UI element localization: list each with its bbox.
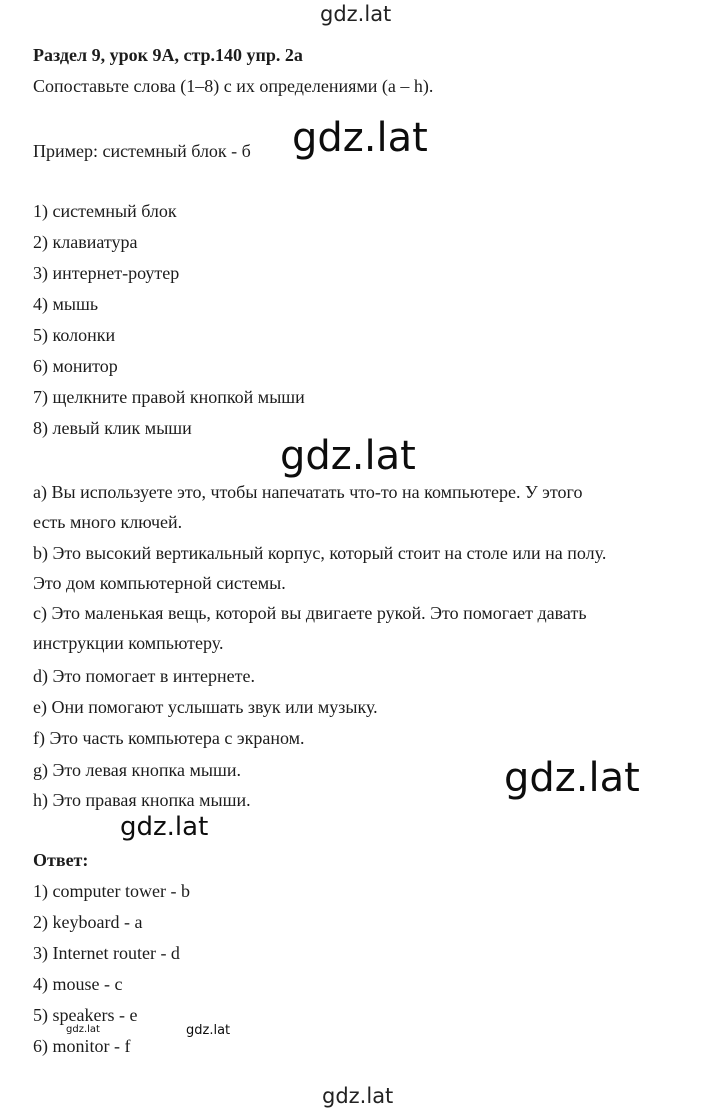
word-item: 6) монитор [33,356,118,376]
word-item: 3) интернет-роутер [33,263,180,283]
answer-item: 1) computer tower - b [33,881,190,901]
instruction-text: Сопоставьте слова (1–8) с их определениями (а – h). [33,76,434,96]
watermark-large: gdz.lat [290,118,434,158]
watermark-bottom: gdz.lat [322,1084,394,1108]
watermark-top: gdz.lat [320,2,392,26]
definition-line: c) Это маленькая вещь, которой вы двигаете рукой. Это помогает давать [33,603,587,623]
word-item: 4) мышь [33,294,99,314]
definition-line: a) Вы используете это, чтобы напечатать что-то на компьютере. У этого [33,482,583,502]
page-title: Раздел 9, урок 9А, стр.140 упр. 2а [33,45,303,65]
word-item: 7) щелкните правой кнопкой мыши [33,387,305,407]
definition-line: d) Это помогает в интернете. [33,666,256,686]
definition-line: Это дом компьютерной системы. [33,573,286,593]
word-item: 8) левый клик мыши [33,418,192,438]
word-item: 1) системный блок [33,201,177,221]
definition-line: h) Это правая кнопка мыши. [33,790,251,810]
watermark-small: gdz.lat [186,1023,231,1038]
answer-heading: Ответ: [33,850,89,870]
answer-item: 4) mouse - c [33,974,123,994]
definition-line: g) Это левая кнопка мыши. [33,760,241,780]
answer-item: 5) speakers - e [33,1005,138,1025]
word-item: 2) клавиатура [33,232,138,252]
definition-line: b) Это высокий вертикальный корпус, который стоит на столе или на полу. [33,543,607,563]
watermark-large: gdz.lat [498,758,646,798]
word-item: 5) колонки [33,325,116,345]
example-text: Пример: системный блок - б [33,141,251,161]
definition-line: есть много ключей. [33,512,183,532]
definition-line: инструкции компьютеру. [33,633,224,653]
answer-item: 2) keyboard - a [33,912,143,932]
watermark-large: gdz.lat [280,433,416,479]
watermark-small: gdz.lat [66,1024,100,1035]
answer-item: 3) Internet router - d [33,943,180,963]
definition-line: f) Это часть компьютера с экраном. [33,728,305,748]
definition-line: e) Они помогают услышать звук или музыку. [33,697,378,717]
watermark-medium: gdz.lat [116,814,212,840]
answer-item: 6) monitor - f [33,1036,131,1056]
